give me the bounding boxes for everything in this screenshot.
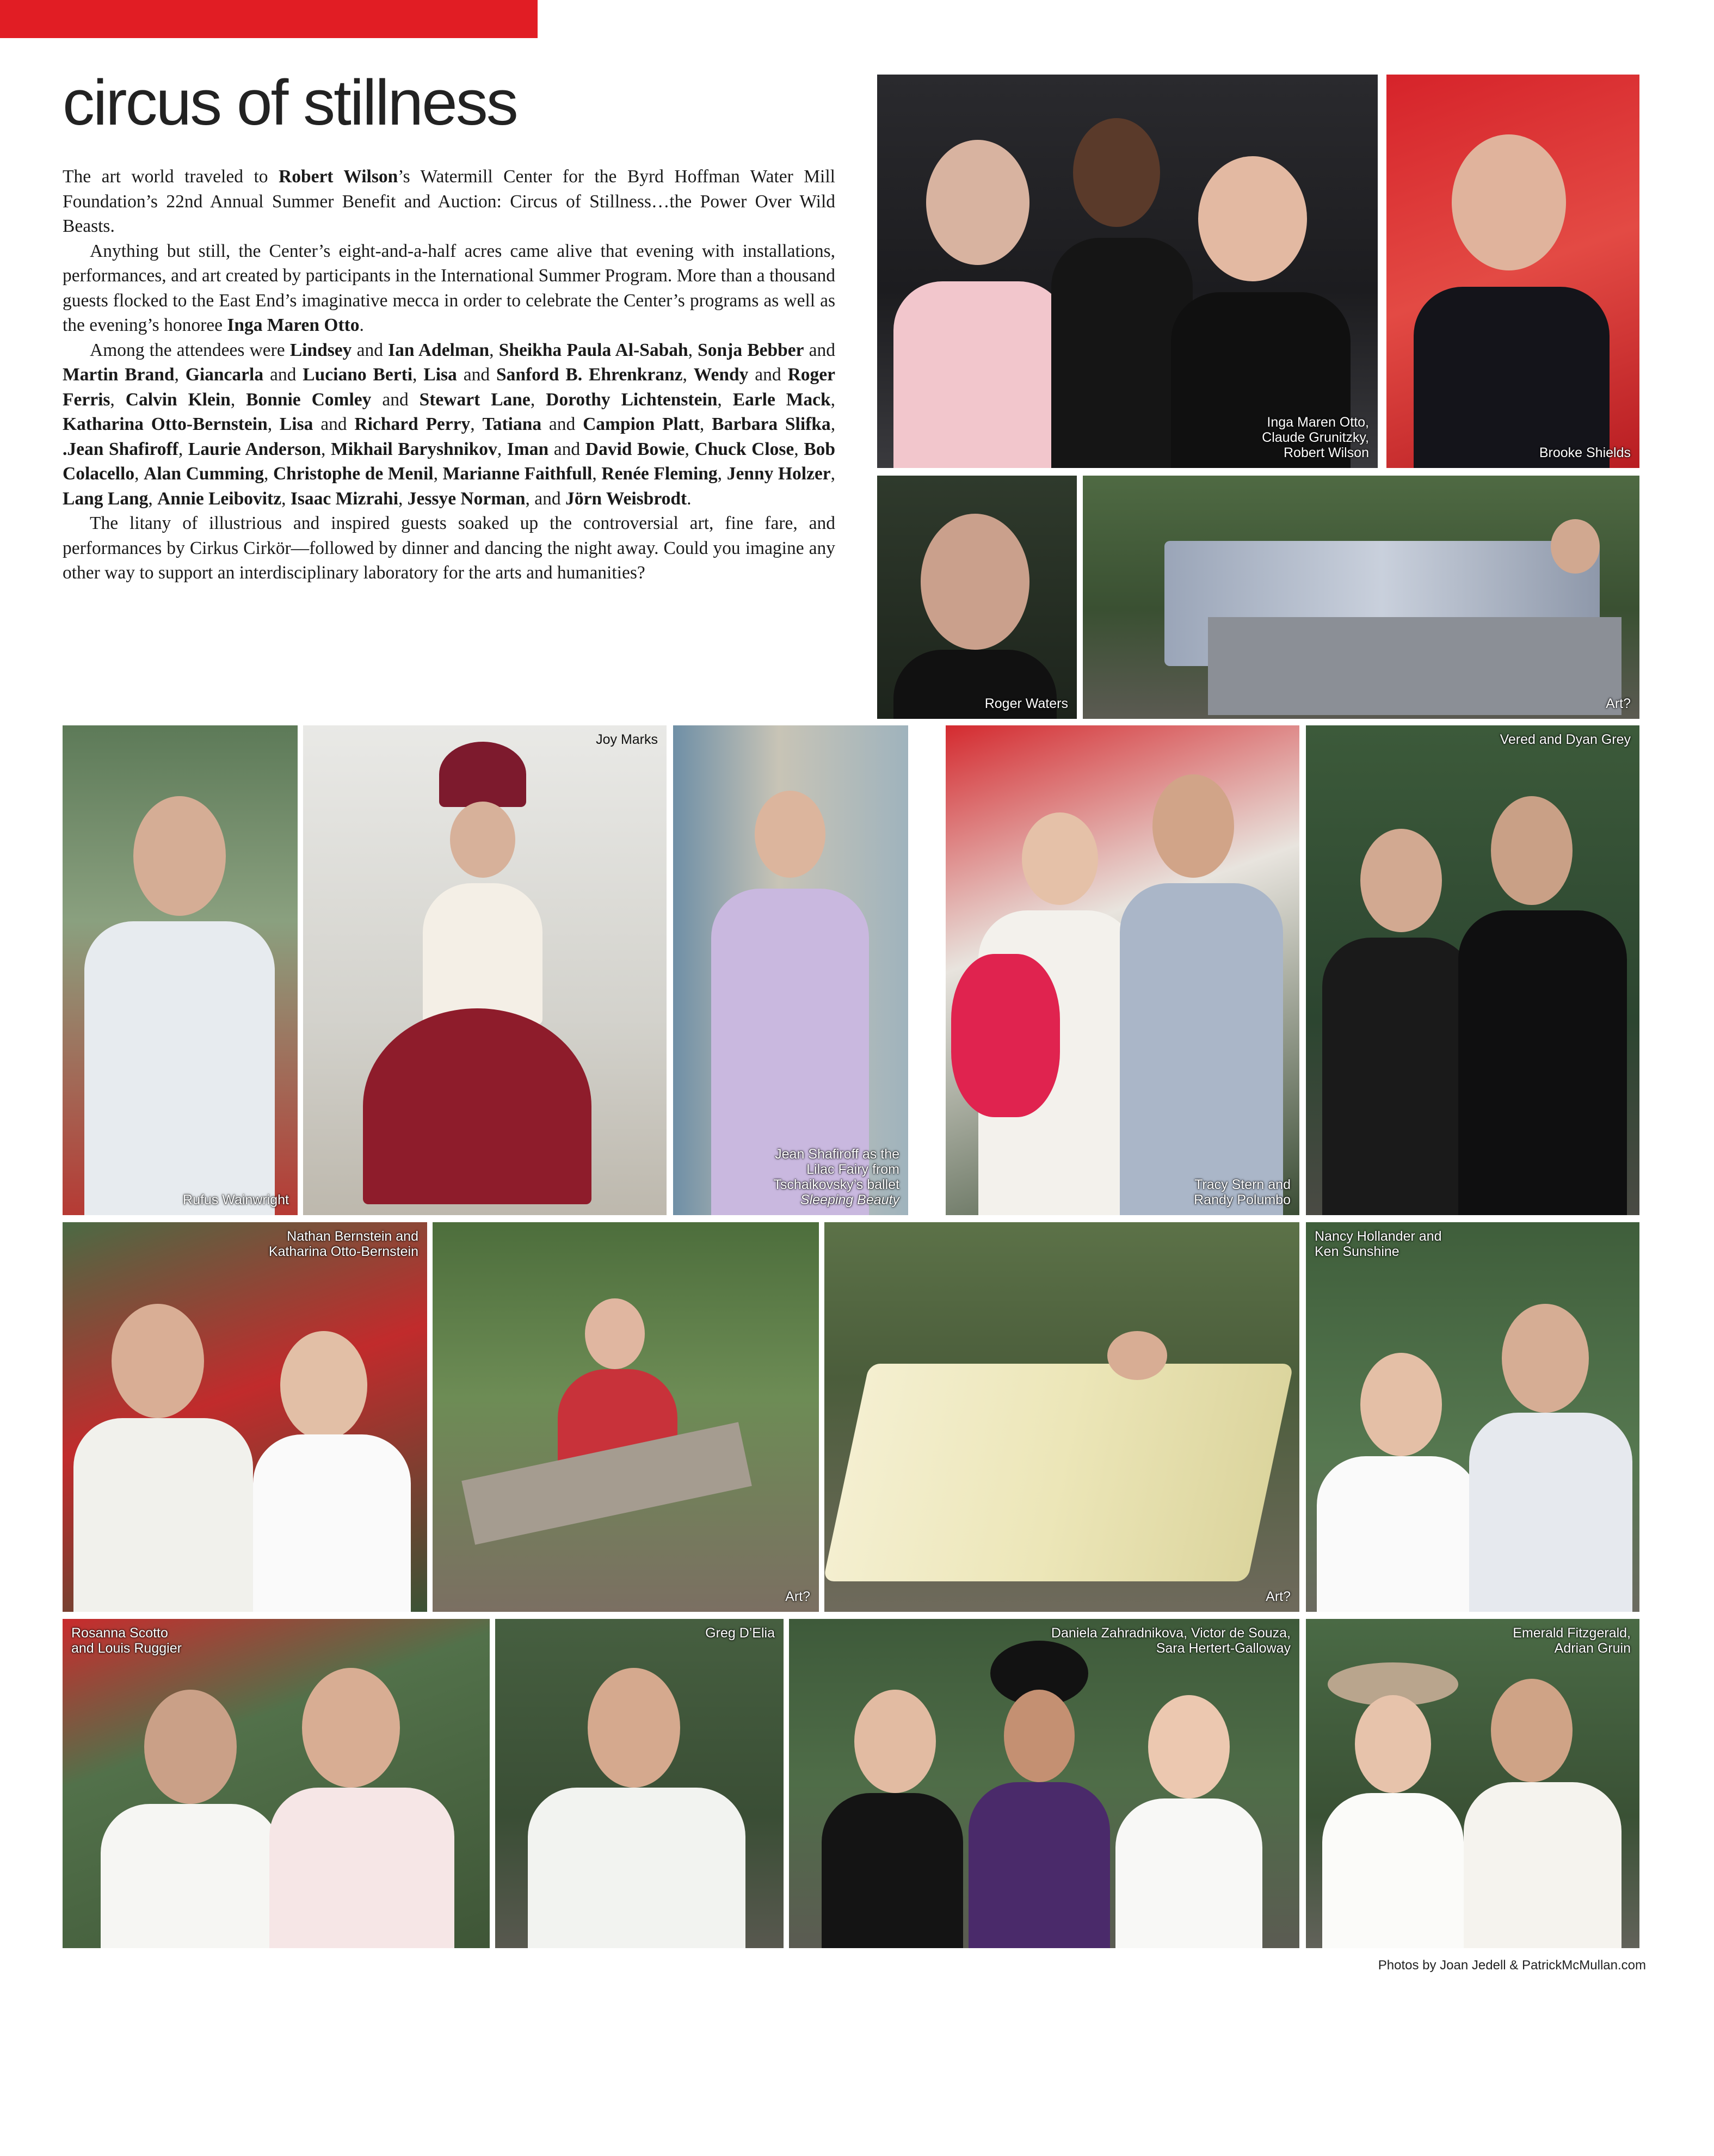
bold-name: Christophe de Menil xyxy=(273,464,434,484)
bold-name: Lindsey xyxy=(289,340,352,360)
photo-jean-shafiroff xyxy=(673,725,908,1215)
caption-joy-marks: Joy Marks xyxy=(596,732,658,747)
caption-roger-waters: Roger Waters xyxy=(984,696,1068,711)
bold-name: Bonnie Comley xyxy=(246,389,372,410)
bold-name: Roger Ferris xyxy=(63,365,835,410)
header-accent-bar xyxy=(0,0,538,38)
bold-name: Martin Brand xyxy=(63,365,175,385)
article-paragraph-4: The litany of illustrious and inspired guests soaked up the controversial art, fine fare, and performances by Cirkus Cirkör—followed by dinner and dancing the night away. Could you imagine any other way to support an interdisciplinary laboratory for the arts and humanities? xyxy=(63,513,835,583)
bold-name: Jessye Norman xyxy=(407,488,526,509)
bold-name: Calvin Klein xyxy=(125,389,231,410)
caption-otto-grunitzky-wilson: Inga Maren Otto, Claude Grunitzky, Robert Wilson xyxy=(1262,415,1369,460)
article-paragraph-1: The art world traveled to Robert Wilson’s Watermill Center for the Byrd Hoffman Water Mill Foundation’s 22nd Annual Summer Benefit and Auction: Circus of Stillness…the Power Over Wild Beasts. xyxy=(63,167,835,236)
headline: circus of stillness xyxy=(63,67,517,139)
caption-art-1: Art? xyxy=(1606,696,1631,711)
photo-bernstein xyxy=(63,1222,427,1612)
bold-name: Sheikha Paula Al-Sabah xyxy=(498,340,688,360)
photo-art-silver-figure xyxy=(1083,476,1639,719)
bold-name: Chuck Close xyxy=(694,439,794,459)
photo-vered-dyan-grey xyxy=(1306,725,1639,1215)
bold-name: Marianne Faithfull xyxy=(442,464,593,484)
bold-name: Dorothy Lichtenstein xyxy=(546,389,718,410)
bold-name: Lang Lang xyxy=(63,488,149,509)
bold-name: Lisa xyxy=(423,365,457,385)
caption-art-2: Art? xyxy=(785,1589,810,1604)
caption-rufus-wainwright: Rufus Wainwright xyxy=(183,1192,289,1208)
article-paragraph-3: Among the attendees were Lindsey and Ian Adelman, Sheikha Paula Al-Sabah, Sonja Bebber and Martin Brand, Giancarla and Luciano Berti, Lisa and Sanford B. Ehrenkranz, Wendy and Roger Ferris, Calvin Klein, Bonnie Comley and Stewart Lane, Dorothy Lichtenstein, Earle Mack, Katharina Otto-Bernstein, Lisa and Richard Perry, Tatiana and Campion Platt, Barbara Slifka, .Jean Shafiroff, Laurie Anderson, Mikhail Baryshnikov, Iman and David Bowie, Chuck Close, Bob Colacello, Alan Cumming, Christophe de Menil, Marianne Faithfull, Renée Fleming, Jenny Holzer, Lang Lang, Annie Leibovitz, Isaac Mizrahi, Jessye Norman, and Jörn Weisbrodt. xyxy=(63,340,836,509)
photo-joy-marks xyxy=(303,725,667,1215)
bold-name: Robert Wilson xyxy=(279,167,398,187)
photo-scotto-ruggier xyxy=(63,1619,490,1948)
bold-name: Renée Fleming xyxy=(601,464,718,484)
photo-art-clown-bench xyxy=(433,1222,819,1612)
bold-name: Mikhail Baryshnikov xyxy=(331,439,497,459)
caption-jean-shafiroff: Jean Shafiroff as the Lilac Fairy from Tschaikovsky’s ballet Sleeping Beauty xyxy=(773,1147,899,1208)
bold-name: Sonja Bebber xyxy=(698,340,804,360)
photo-zahradnikova-souza-galloway xyxy=(789,1619,1299,1948)
bold-name: Sanford B. Ehrenkranz xyxy=(496,365,683,385)
bold-name: Barbara Slifka xyxy=(712,414,831,434)
photo-otto-grunitzky-wilson xyxy=(877,75,1378,468)
caption-art-3: Art? xyxy=(1266,1589,1291,1604)
bold-name: Annie Leibovitz xyxy=(157,488,282,509)
photo-roger-waters xyxy=(877,476,1077,719)
caption-scotto-ruggier: Rosanna Scotto and Louis Ruggier xyxy=(71,1625,182,1656)
bold-name: Tatiana xyxy=(482,414,542,434)
photo-brooke-shields xyxy=(1386,75,1639,468)
bold-name: Alan Cumming xyxy=(144,464,264,484)
photo-credit: Photos by Joan Jedell & PatrickMcMullan.com xyxy=(1378,1958,1646,1973)
caption-zahradnikova-souza-galloway: Daniela Zahradnikova, Victor de Souza, Sara Hertert-Galloway xyxy=(1051,1625,1291,1656)
caption-bernstein: Nathan Bernstein and Katharina Otto-Bernstein xyxy=(268,1229,418,1259)
bold-name: Laurie Anderson xyxy=(188,439,322,459)
bold-name: Katharina Otto-Bernstein xyxy=(63,414,268,434)
bold-name: Isaac Mizrahi xyxy=(290,488,398,509)
bold-name: Giancarla xyxy=(185,365,264,385)
photo-art-mattress xyxy=(824,1222,1299,1612)
caption-greg-delia: Greg D’Elia xyxy=(705,1625,775,1641)
photo-greg-delia xyxy=(495,1619,784,1948)
bold-name: .Jean Shafiroff xyxy=(63,439,178,459)
bold-name: Iman xyxy=(507,439,549,459)
article-body xyxy=(63,164,835,586)
bold-name: Lisa xyxy=(279,414,313,434)
caption-stern-polumbo: Tracy Stern and Randy Polumbo xyxy=(1194,1177,1291,1208)
bold-name: Jenny Holzer xyxy=(726,464,831,484)
photo-stern-polumbo xyxy=(946,725,1299,1215)
caption-brooke-shields: Brooke Shields xyxy=(1539,445,1631,460)
bold-name: Inga Maren Otto xyxy=(227,315,360,335)
bold-name: Stewart Lane xyxy=(419,389,531,410)
bold-name: Bob Colacello xyxy=(63,439,836,484)
bold-name: Luciano Berti xyxy=(303,365,413,385)
caption-hollander-sunshine: Nancy Hollander and Ken Sunshine xyxy=(1315,1229,1442,1259)
photo-hollander-sunshine xyxy=(1306,1222,1639,1612)
bold-name: Richard Perry xyxy=(354,414,471,434)
bold-name: Campion Platt xyxy=(583,414,700,434)
bold-name: Wendy xyxy=(693,365,749,385)
photo-rufus-wainwright xyxy=(63,725,298,1215)
caption-vered-dyan-grey: Vered and Dyan Grey xyxy=(1500,732,1631,747)
caption-fitzgerald-gruin: Emerald Fitzgerald, Adrian Gruin xyxy=(1513,1625,1631,1656)
bold-name: David Bowie xyxy=(585,439,685,459)
bold-name: Ian Adelman xyxy=(388,340,490,360)
bold-name: Earle Mack xyxy=(732,389,831,410)
photo-fitzgerald-gruin xyxy=(1306,1619,1639,1948)
bold-name: Jörn Weisbrodt xyxy=(565,488,687,509)
article-paragraph-2: Anything but still, the Center’s eight-and-a-half acres came alive that evening with installations, performances, and art created by participants in the International Summer Program. More than a thousand guests flocked to the East End’s imaginative mecca in order to celebrate the Center’s programs as well as the evening’s honoree Inga Maren Otto. xyxy=(63,241,835,335)
